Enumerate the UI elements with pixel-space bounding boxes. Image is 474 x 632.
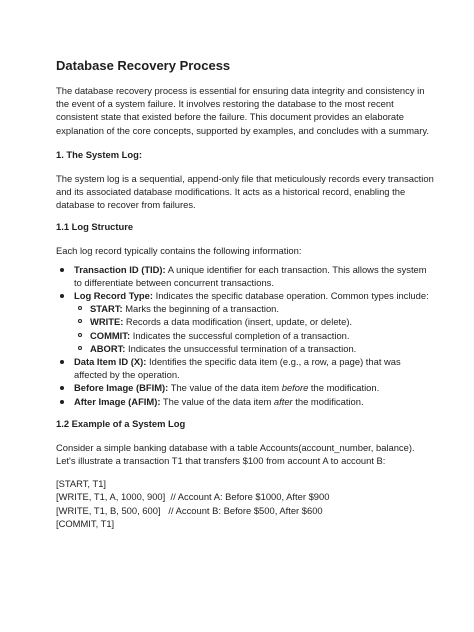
list-item-data-item	[56, 355, 434, 381]
desc-abort: Indicates the unsuccessful termination of a transaction.	[125, 342, 357, 354]
intro-paragraph: The database recovery process is essential for ensuring data integrity and consistency in the event of a system failure. It involves restoring the database to the most recent consistent state that existed before the failure. This document provides an elaborate explanation of the core concepts, supported by examples, and concludes with a summary.	[56, 85, 429, 136]
section-1-heading: 1. The System Log:	[56, 148, 142, 160]
desc-bfim-b: the modification.	[308, 382, 380, 394]
term-write: WRITE:	[90, 316, 124, 328]
term-record-type: Log Record Type:	[74, 290, 153, 302]
emphasis-after: after	[273, 395, 293, 407]
desc-record-type: Indicates the specific database operation. Common types include:	[153, 290, 429, 302]
desc-tid: A unique identifier for each transaction. This allows the system to differentiate between concurrent transactions.	[74, 263, 427, 288]
desc-afim-b: the modification.	[292, 395, 364, 407]
log-line: [WRITE, T1, B, 500, 600] // Account B: Before $500, After $600	[56, 504, 323, 516]
record-types-list	[74, 302, 434, 355]
term-bfim: Before Image (BFIM):	[74, 382, 169, 394]
section-1-2-heading: 1.2 Example of a System Log	[56, 417, 186, 429]
list-item-start	[76, 302, 434, 315]
list-item-record-type	[56, 289, 434, 355]
document-title: Database Recovery Process	[56, 58, 231, 73]
section-1-paragraph: The system log is a sequential, append-only file that meticulously records every transaction and its associated database modifications. It acts as a historical record, enabling the database to recover from failures.	[56, 172, 434, 211]
log-line: [START, T1]	[56, 478, 107, 490]
desc-afim-a: The value of the data item	[160, 395, 274, 407]
list-item-commit	[76, 329, 434, 342]
term-abort: ABORT:	[90, 342, 126, 354]
log-line: [COMMIT, T1]	[56, 517, 115, 529]
section-1-1-heading: 1.1 Log Structure	[56, 221, 134, 233]
term-afim: After Image (AFIM):	[74, 395, 161, 407]
desc-commit: Indicates the successful completion of a transaction.	[130, 329, 350, 341]
term-tid: Transaction ID (TID):	[74, 263, 166, 275]
desc-bfim-a: The value of the data item	[168, 382, 282, 394]
term-data-item: Data Item ID (X):	[74, 356, 147, 368]
desc-data-item: Identifies the specific data item (e.g., a row, a page) that was affected by the operation.	[74, 356, 401, 381]
desc-write: Records a data modification (insert, update, or delete).	[123, 316, 353, 328]
desc-start: Marks the beginning of a transaction.	[122, 303, 279, 315]
section-1-2-paragraph: Consider a simple banking database with a table Accounts(account_number, balance). Let's illustrate a transaction T1 that transfers $100 from account A to account B:	[56, 441, 415, 467]
section-1-1-lead: Each log record typically contains the following information:	[56, 245, 302, 257]
emphasis-before: before	[281, 382, 309, 394]
list-item-abort	[76, 342, 434, 355]
system-log-example	[56, 477, 434, 530]
term-commit: COMMIT:	[90, 329, 131, 341]
term-start: START:	[90, 303, 123, 315]
list-item-write	[76, 315, 434, 328]
log-fields-list	[56, 263, 434, 408]
log-line: [WRITE, T1, A, 1000, 900] // Account A: Before $1000, After $900	[56, 491, 330, 503]
list-item-bfim	[56, 381, 434, 394]
list-item-afim	[56, 395, 434, 408]
list-item-tid	[56, 263, 434, 289]
